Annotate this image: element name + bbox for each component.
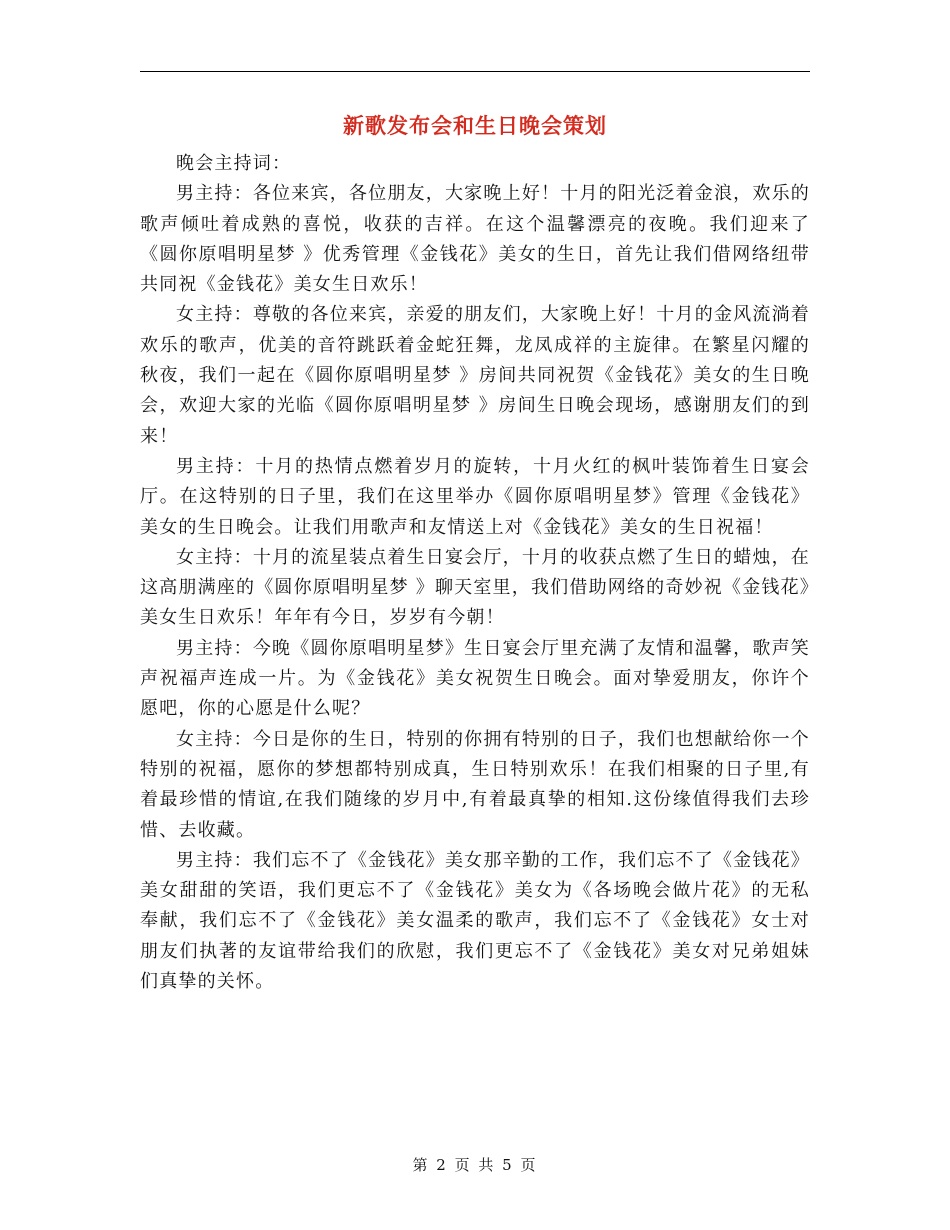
paragraph-female-host-3: 女主持：今日是你的生日，特别的你拥有特别的日子，我们也想献给你一个特别的祝福，愿你的梦想都特别成真，生日特别欢乐！在我们相聚的日子里,有着最珍惜的情谊,在我们随缘的岁月中,有着最真挚的相知.这份缘值得我们去珍惜、去收藏。	[140, 728, 810, 841]
page-number: 第 2 页 共 5 页	[412, 1156, 538, 1174]
paragraph-male-host-1: 男主持：各位来宾，各位朋友，大家晚上好！十月的阳光泛着金浪，欢乐的歌声倾吐着成熟的喜悦，收获的吉祥。在这个温馨漂亮的夜晚。我们迎来了《圆你原唱明星梦 》优秀管理《金钱花》美女的生日，首先让我们借网络纽带共同祝《金钱花》美女生日欢乐！	[140, 183, 810, 296]
header-rule	[140, 71, 810, 72]
paragraph-female-host-1: 女主持：尊敬的各位来宾，亲爱的朋友们，大家晚上好！十月的金风流淌着欢乐的歌声，优美的音符跳跃着金蛇狂舞，龙凤成祥的主旋律。在繁星闪耀的秋夜，我们一起在《圆你原唱明星梦 》房间共同祝贺《金钱花》美女的生日晚会，欢迎大家的光临《圆你原唱明星梦 》房间生日晚会现场，感谢朋友们的到来！	[140, 304, 810, 447]
paragraph-intro: 晚会主持词：	[176, 153, 292, 174]
paragraph-female-host-2: 女主持：十月的流星装点着生日宴会厅，十月的收获点燃了生日的蜡烛，在这高朋满座的《圆你原唱明星梦 》聊天室里，我们借助网络的奇妙祝《金钱花》美女生日欢乐！年年有今日，岁岁有今朝！	[140, 546, 810, 629]
paragraph-male-host-2: 男主持：十月的热情点燃着岁月的旋转，十月火红的枫叶装饰着生日宴会厅。在这特别的日子里，我们在这里举办《圆你原唱明星梦》管理《金钱花》美女的生日晚会。让我们用歌声和友情送上对《金钱花》美女的生日祝福！	[140, 455, 810, 538]
document-title: 新歌发布会和生日晚会策划	[343, 113, 607, 138]
paragraph-male-host-3: 男主持：今晚《圆你原唱明星梦》生日宴会厅里充满了友情和温馨，歌声笑声祝福声连成一片。为《金钱花》美女祝贺生日晚会。面对挚爱朋友，你许个愿吧，你的心愿是什么呢？	[140, 637, 810, 720]
paragraph-male-host-4: 男主持：我们忘不了《金钱花》美女那辛勤的工作，我们忘不了《金钱花》美女甜甜的笑语，我们更忘不了《金钱花》美女为《各场晚会做片花》的无私奉献，我们忘不了《金钱花》美女温柔的歌声，我们忘不了《金钱花》女士对朋友们执著的友谊带给我们的欣慰，我们更忘不了《金钱花》美女对兄弟姐妹们真挚的关怀。	[140, 849, 810, 993]
document-body	[140, 149, 810, 997]
